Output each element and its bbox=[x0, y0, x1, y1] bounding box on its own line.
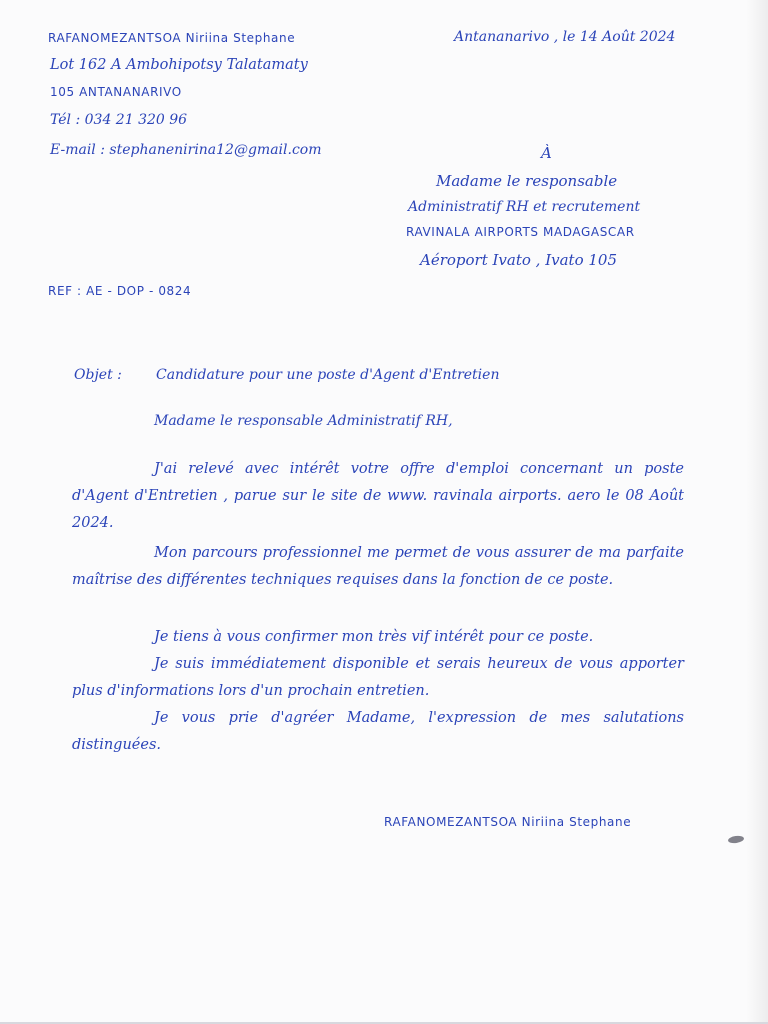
sender-phone: Tél : 034 21 320 96 bbox=[50, 112, 188, 128]
recipient-line-1: Madame le responsable bbox=[436, 172, 618, 190]
salutation: Madame le responsable Administratif RH, bbox=[154, 413, 453, 429]
sender-city: 105 ANTANANARIVO bbox=[50, 85, 182, 99]
body-paragraph-5: Je vous prie d'agréer Madame, l'expression de mes salutations distinguées. bbox=[72, 710, 684, 753]
recipient-line-4: Aéroport Ivato , Ivato 105 bbox=[420, 251, 618, 269]
recipient-line-3: RAVINALA AIRPORTS MADAGASCAR bbox=[406, 225, 635, 239]
body-paragraph-3: Je tiens à vous confirmer mon très vif intérêt pour ce poste. bbox=[154, 629, 594, 645]
body-paragraph-2: Mon parcours professionnel me permet de vous assurer de ma parfaite maîtrise des différentes techniques requises dans la fonction de ce poste. bbox=[72, 545, 684, 588]
page-edge-shadow bbox=[746, 0, 768, 1024]
recipient-line-2: Administratif RH et recrutement bbox=[408, 199, 641, 215]
subject-text: Candidature pour une poste d'Agent d'Entretien bbox=[156, 367, 500, 383]
ink-smudge bbox=[728, 835, 745, 844]
recipient-to: À bbox=[541, 144, 552, 162]
sender-name: RAFANOMEZANTSOA Niriina Stephane bbox=[48, 31, 296, 45]
reference: REF : AE - DOP - 0824 bbox=[48, 284, 192, 298]
sender-email: E-mail : stephanenirina12@gmail.com bbox=[50, 142, 322, 158]
signature-name: RAFANOMEZANTSOA Niriina Stephane bbox=[384, 815, 632, 829]
subject-label: Objet : bbox=[74, 367, 122, 383]
body-paragraph-1: J'ai relevé avec intérêt votre offre d'emploi concernant un poste d'Agent d'Entretien , parue sur le site de www. ravinala airports. aero le 08 Août 2024. bbox=[72, 461, 684, 531]
body-paragraph-4: Je suis immédiatement disponible et serais heureux de vous apporter plus d'informations lors d'un prochain entretien. bbox=[72, 656, 684, 699]
sender-address: Lot 162 A Ambohipotsy Talatamaty bbox=[50, 57, 308, 73]
place-date: Antananarivo , le 14 Août 2024 bbox=[454, 29, 676, 45]
